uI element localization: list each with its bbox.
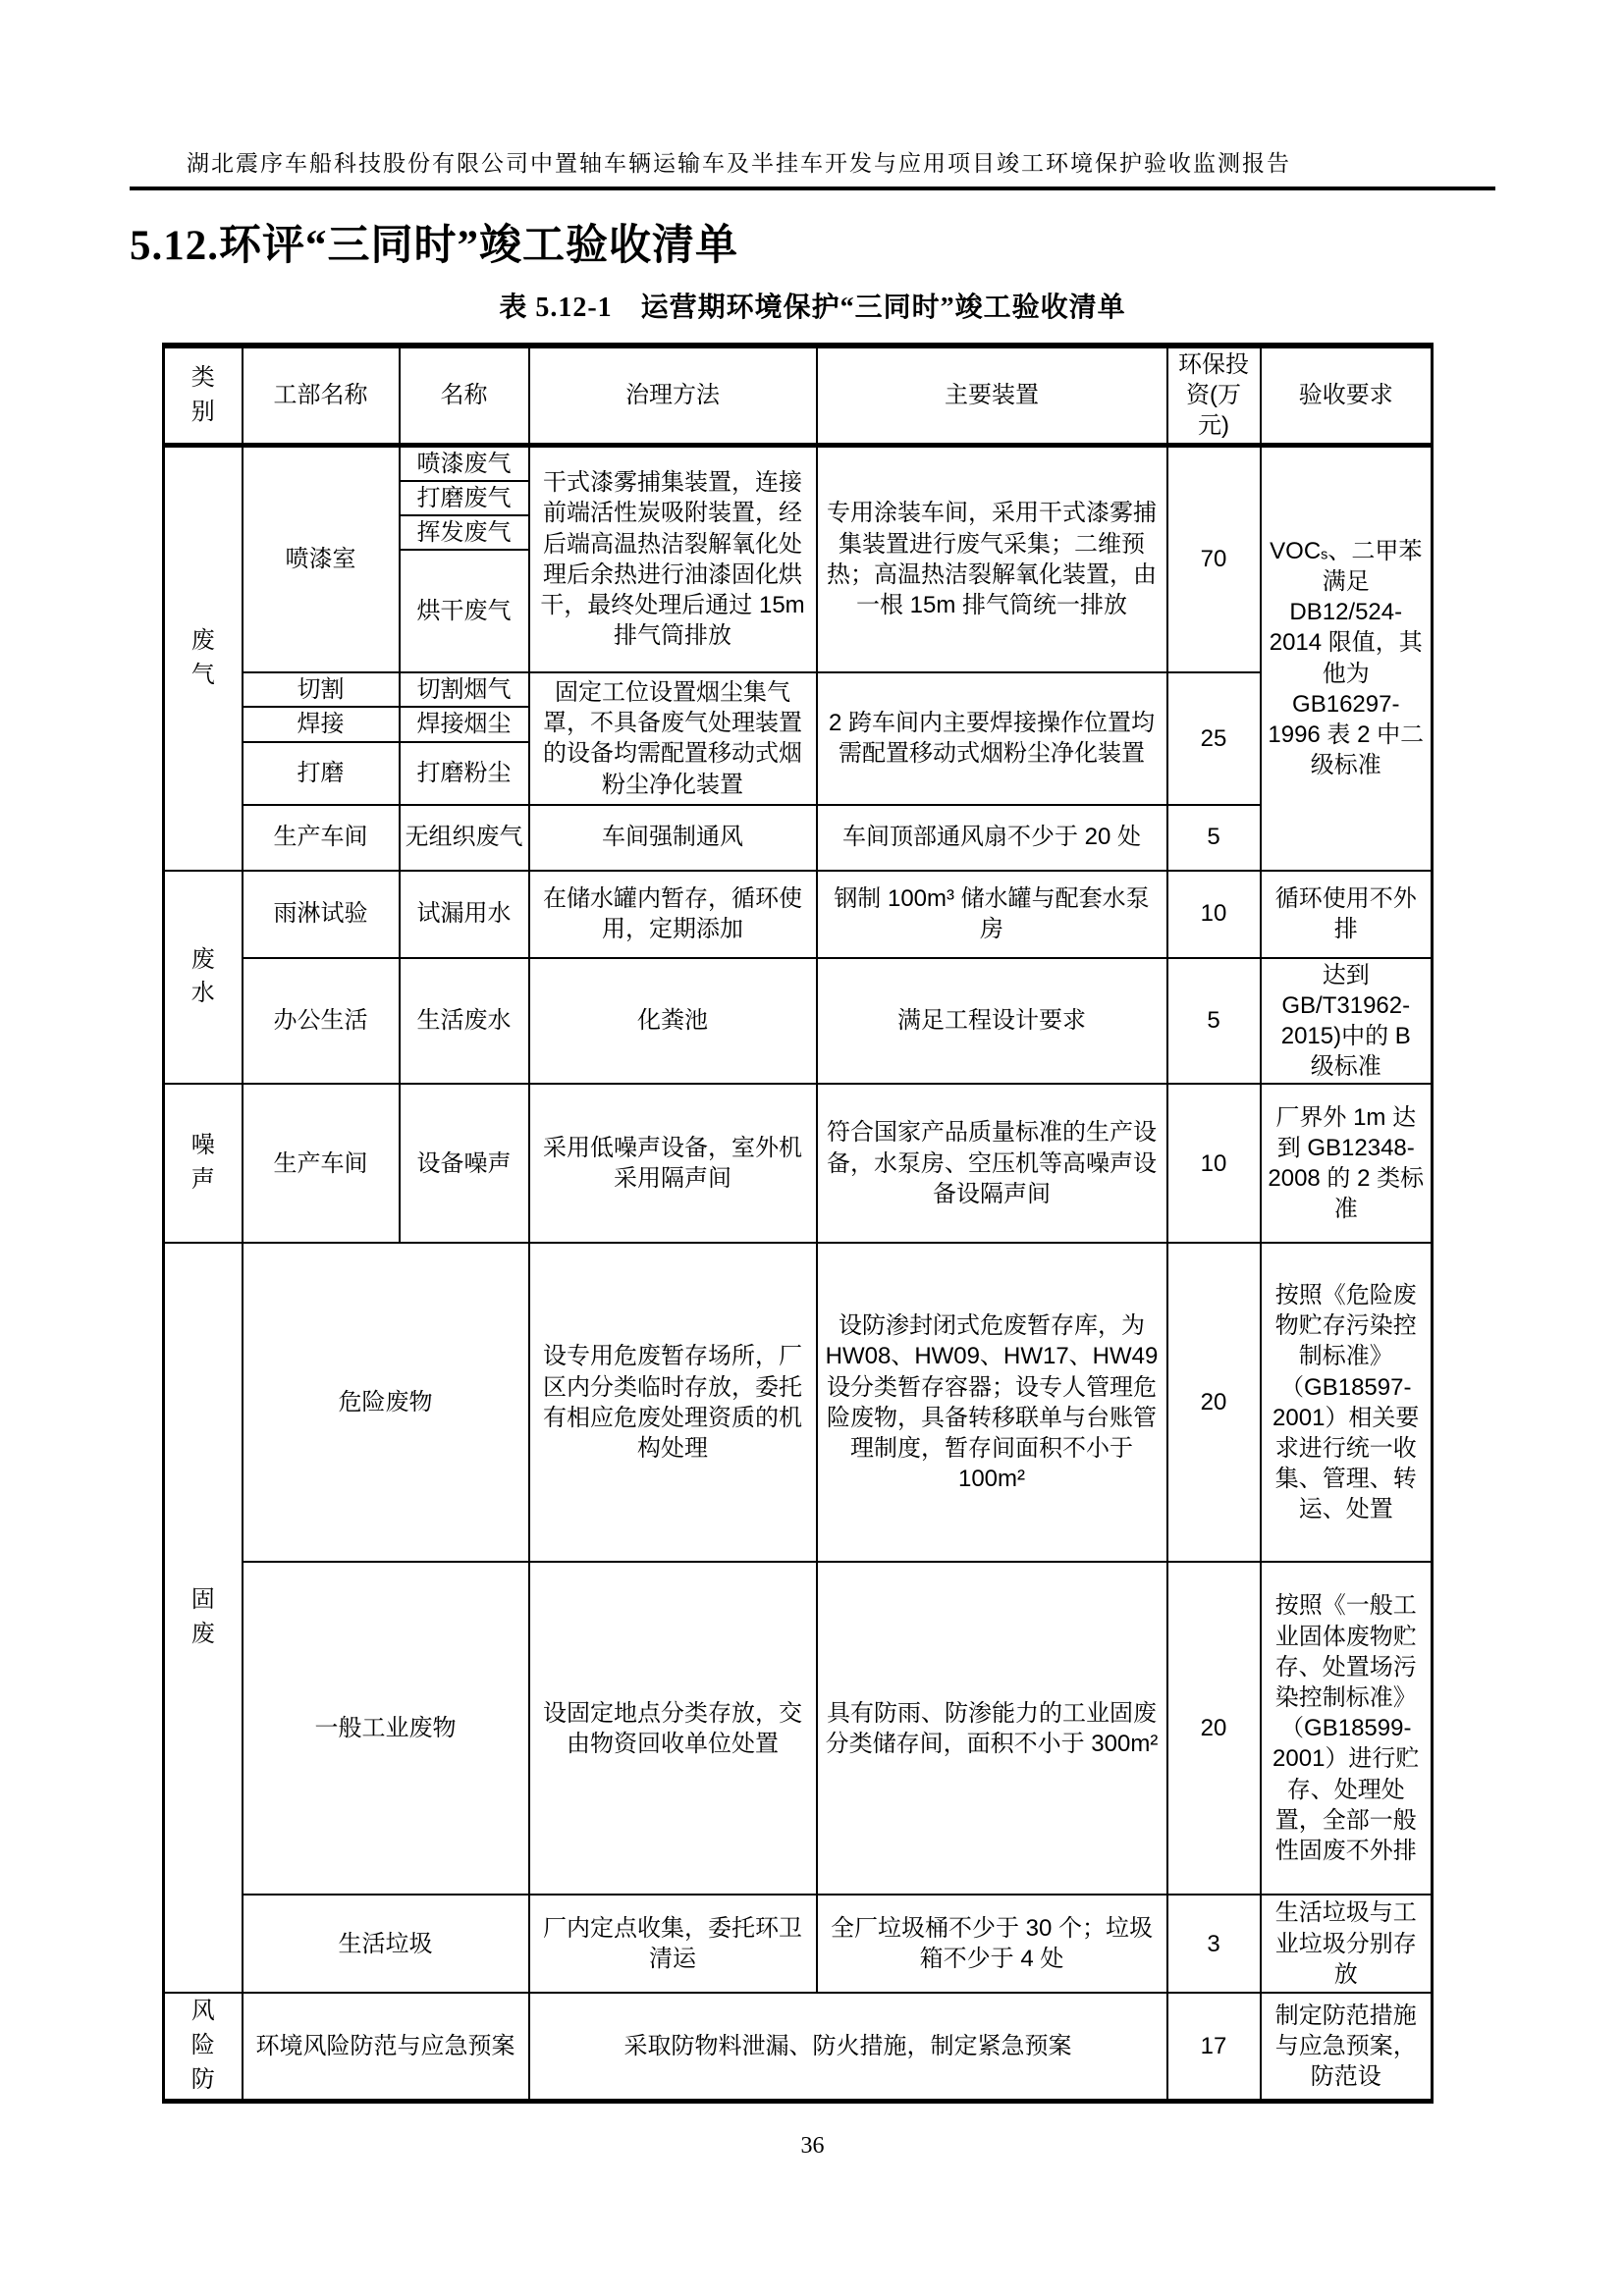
header-divider [130, 187, 1495, 190]
table-caption: 表 5.12-1 运营期环境保护“三同时”竣工验收清单 [499, 293, 1126, 323]
cell-garbage-investment: 3 [1167, 1895, 1261, 1993]
cell-paint-name-3: 挥发废气 [400, 515, 529, 550]
cell-garbage-name: 生活垃圾 [243, 1895, 529, 1993]
gas-requirement-text: 、二甲苯满足 DB12/524-2014 限值，其他为 GB16297-1996 表 2 中二级标准 [1268, 537, 1425, 779]
cell-welding-device: 2 跨车间内主要焊接操作位置均需配置移动式烟粉尘净化装置 [817, 672, 1167, 804]
acceptance-table [162, 343, 1434, 2104]
cell-risk-category [164, 1993, 243, 2101]
cell-workshop-unit: 生产车间 [243, 805, 400, 871]
cell-welding-name-1: 切割烟气 [400, 672, 529, 707]
page-number: 36 [800, 2132, 825, 2159]
cell-solid-category [164, 1243, 243, 1993]
header-cell-method: 治理方法 [529, 346, 817, 445]
cell-general-investment: 20 [1167, 1562, 1261, 1895]
voc-subscript: s [1321, 547, 1328, 563]
cell-paint-name-4: 烘干废气 [400, 550, 529, 672]
cell-paint-device: 专用涂装车间，采用干式漆雾捕集装置进行废气采集；二维预热；高温热洁裂解氧化装置，由一根 15m 排气筒统一排放 [817, 445, 1167, 672]
cell-workshop-method: 车间强制通风 [529, 805, 817, 871]
cell-noise-method: 采用低噪声设备，室外机采用隔声间 [529, 1084, 817, 1243]
cell-office-device: 满足工程设计要求 [817, 958, 1167, 1085]
cell-rain-unit: 雨淋试验 [243, 871, 400, 958]
cell-welding-name-3: 打磨粉尘 [400, 742, 529, 805]
cell-risk-name: 环境风险防范与应急预案 [243, 1993, 529, 2101]
cell-workshop-investment: 5 [1167, 805, 1261, 871]
cell-water-category [164, 871, 243, 1085]
table-row [164, 805, 1433, 871]
cell-noise-unit: 生产车间 [243, 1084, 400, 1243]
cell-risk-requirement: 制定防范措施与应急预案，防范设 [1261, 1993, 1433, 2101]
cell-gas-category [164, 445, 243, 870]
water-category-label: 废水 [190, 945, 215, 1007]
cell-workshop-name: 无组织废气 [400, 805, 529, 871]
voc-text: VOC [1270, 537, 1322, 564]
solid-category-label: 固废 [190, 1586, 215, 1648]
cell-hazardous-requirement: 按照《危险废物贮存污染控制标准》（GB18597-2001）相关要求进行统一收集、管理、转运、处置 [1261, 1243, 1433, 1562]
header-cell-unit: 工部名称 [243, 346, 400, 445]
header-cell-category [164, 346, 243, 445]
cell-noise-category [164, 1084, 243, 1243]
cell-welding-unit-2: 焊接 [243, 707, 400, 741]
cell-risk-investment: 17 [1167, 1993, 1261, 2101]
cell-welding-name-2: 焊接烟尘 [400, 707, 529, 741]
cell-rain-method: 在储水罐内暂存，循环使用，定期添加 [529, 871, 817, 958]
cell-workshop-device: 车间顶部通风扇不少于 20 处 [817, 805, 1167, 871]
table-row [164, 445, 1433, 481]
cell-general-method: 设固定地点分类存放，交由物资回收单位处置 [529, 1562, 817, 1895]
cell-paint-name-1: 喷漆废气 [400, 445, 529, 481]
cell-hazardous-investment: 20 [1167, 1243, 1261, 1562]
header-cell-name: 名称 [400, 346, 529, 445]
cell-gas-requirement [1261, 445, 1433, 870]
cell-office-method: 化粪池 [529, 958, 817, 1085]
cell-paint-method: 干式漆雾捕集装置，连接前端活性炭吸附装置，经后端高温热洁裂解氧化处理后余热进行油漆固化烘干，最终处理后通过 15m 排气筒排放 [529, 445, 817, 672]
cell-garbage-method: 厂内定点收集，委托环卫清运 [529, 1895, 817, 1993]
cell-welding-investment: 25 [1167, 672, 1261, 804]
noise-category-label: 噪声 [190, 1132, 215, 1194]
cell-noise-device: 符合国家产品质量标准的生产设备，水泵房、空压机等高噪声设备设隔声间 [817, 1084, 1167, 1243]
header-cell-device: 主要装置 [817, 346, 1167, 445]
risk-category-label: 风险防 [190, 1998, 215, 2093]
header-category-label: 类别 [190, 363, 215, 425]
cell-risk-method: 采取防物料泄漏、防火措施，制定紧急预案 [529, 1993, 1167, 2101]
doc-header: 湖北震序车船科技股份有限公司中置轴车辆运输车及半挂车开发与应用项目竣工环境保护验收监测报告 [187, 151, 1291, 176]
section-title: 5.12.环评“三同时”竣工验收清单 [130, 223, 738, 269]
cell-rain-device: 钢制 100m³ 储水罐与配套水泵房 [817, 871, 1167, 958]
cell-rain-requirement: 循环使用不外排 [1261, 871, 1433, 958]
gas-category-label: 废气 [190, 626, 215, 688]
cell-office-investment: 5 [1167, 958, 1261, 1085]
cell-general-requirement: 按照《一般工业固体废物贮存、处置场污染控制标准》（GB18599-2001）进行贮存、处理处置，全部一般性固废不外排 [1261, 1562, 1433, 1895]
header-cell-investment: 环保投资(万元) [1167, 346, 1261, 445]
cell-rain-investment: 10 [1167, 871, 1261, 958]
cell-noise-requirement: 厂界外 1m 达到 GB12348-2008 的 2 类标准 [1261, 1084, 1433, 1243]
cell-welding-method: 固定工位设置烟尘集气罩，不具备废气处理装置的设备均需配置移动式烟粉尘净化装置 [529, 672, 817, 804]
header-cell-requirement: 验收要求 [1261, 346, 1433, 445]
cell-office-requirement: 达到 GB/T31962-2015)中的 B 级标准 [1261, 958, 1433, 1085]
table-row [164, 672, 1433, 707]
cell-noise-investment: 10 [1167, 1084, 1261, 1243]
cell-general-name: 一般工业废物 [243, 1562, 529, 1895]
table-row [164, 1895, 1433, 1993]
cell-paint-unit: 喷漆室 [243, 445, 400, 672]
table-row [164, 871, 1433, 958]
cell-garbage-requirement: 生活垃圾与工业垃圾分别存放 [1261, 1895, 1433, 1993]
cell-welding-unit-3: 打磨 [243, 742, 400, 805]
cell-welding-unit-1: 切割 [243, 672, 400, 707]
table-header-row [164, 346, 1433, 445]
cell-rain-name: 试漏用水 [400, 871, 529, 958]
cell-noise-name: 设备噪声 [400, 1084, 529, 1243]
table-row [164, 1993, 1433, 2101]
table-row [164, 958, 1433, 1085]
cell-general-device: 具有防雨、防渗能力的工业固废分类储存间，面积不小于 300m² [817, 1562, 1167, 1895]
cell-hazardous-device: 设防渗封闭式危废暂存库，为 HW08、HW09、HW17、HW49 设分类暂存容器；设专人管理危险废物，具备转移联单与台账管理制度，暂存间面积不小于 100m² [817, 1243, 1167, 1562]
cell-garbage-device: 全厂垃圾桶不少于 30 个；垃圾箱不少于 4 处 [817, 1895, 1167, 1993]
cell-paint-name-2: 打磨废气 [400, 481, 529, 515]
cell-office-unit: 办公生活 [243, 958, 400, 1085]
table-row [164, 1562, 1433, 1895]
cell-hazardous-name: 危险废物 [243, 1243, 529, 1562]
cell-hazardous-method: 设专用危废暂存场所，厂区内分类临时存放，委托有相应危废处理资质的机构处理 [529, 1243, 817, 1562]
cell-paint-investment: 70 [1167, 445, 1261, 672]
table-row [164, 1243, 1433, 1562]
cell-office-name: 生活废水 [400, 958, 529, 1085]
table-row [164, 1084, 1433, 1243]
